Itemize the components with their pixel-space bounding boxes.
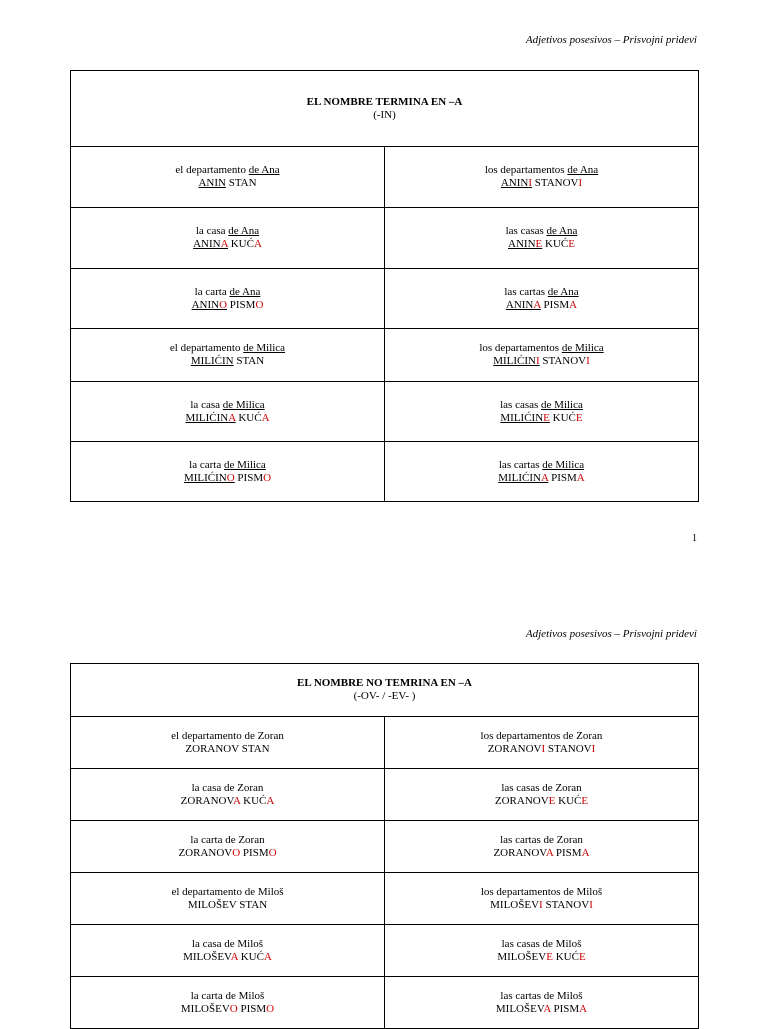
serbian-phrase [75,472,380,485]
table-row [71,769,699,821]
serbian-phrase [75,1003,380,1016]
page-header: Adjetivos posesivos – Prisvojni pridevi [525,34,697,46]
possessive-stem: MILIĆIN [500,411,544,424]
table-title-cell [71,664,699,717]
spanish-noun: los departamentos de Zoran [480,729,603,742]
serbian-noun: PISM [240,846,269,859]
spanish-phrase [389,459,694,472]
serbian-phrase [75,299,380,312]
possessive-adjective [181,795,241,807]
plural-cell [385,269,699,329]
spanish-owner: de Ana [228,225,260,237]
singular-cell [71,208,385,269]
spanish-noun: el departamento de Zoran [171,729,284,742]
possessive-adjective [493,355,539,367]
spanish-noun: las casas de Miloš [501,937,582,950]
table-title: EL NOMBRE TERMINA EN –A [306,95,463,108]
serbian-phrase [389,355,694,368]
spanish-noun: los departamentos [479,342,562,354]
page-number: 1 [692,533,697,544]
serbian-noun: KUĆ [227,238,254,250]
serbian-phrase [389,472,694,485]
serbian-noun: STAN [225,177,257,189]
table-row [71,382,699,442]
spanish-noun: la carta [194,285,230,298]
serbian-phrase [75,412,380,425]
spanish-noun: la casa [190,398,223,411]
serbian-noun: KUĆ [235,411,262,424]
possessive-adjective [490,899,543,911]
serbian-noun: STANOV [539,355,587,367]
serbian-phrase [389,1003,694,1016]
possessive-adjective [184,472,235,484]
spanish-phrase [75,782,380,795]
spanish-noun: el departamento [169,342,244,354]
spanish-noun: las casas de Zoran [501,781,582,794]
serbian-phrase [75,899,380,912]
possessive-adjective [185,412,235,424]
serbian-noun: KUĆ [237,950,264,963]
serbian-phrase [75,951,380,964]
possessive-ending: E [535,238,543,250]
possessive-stem: MILOŠEV [180,1002,230,1015]
serbian-phrase [389,299,694,312]
possessive-adjective [181,1003,238,1015]
possessive-ending: E [548,794,556,807]
serbian-phrase [75,847,380,860]
possessive-adjective [493,847,553,859]
spanish-phrase [75,399,380,412]
possessive-adjective [498,472,548,484]
serbian-phrase [75,795,380,808]
serbian-phrase [75,355,380,368]
spanish-noun: las casas [500,398,542,411]
spanish-phrase [389,834,694,847]
spanish-phrase [75,834,380,847]
singular-cell [71,382,385,442]
noun-ending: A [253,238,262,250]
plural-cell [385,873,699,925]
singular-cell [71,442,385,502]
spanish-noun: los departamentos [484,164,568,176]
plural-cell [385,717,699,769]
spanish-phrase [389,225,694,238]
serbian-noun: STANOV [532,177,579,189]
spanish-owner: de Ana [248,164,280,176]
serbian-noun: PISM [540,298,570,311]
spanish-owner: de Milica [561,342,604,354]
spanish-noun: la casa [195,225,229,237]
possessive-stem: ANIN [193,238,221,250]
table-row [71,442,699,502]
possessive-adjective [185,743,239,755]
serbian-noun: PISM [550,1002,580,1015]
spanish-owner: de Milica [541,398,583,411]
serbian-noun: KUĆ [542,238,569,250]
possessive-table-in [70,70,699,502]
noun-ending: A [579,1002,588,1015]
spanish-owner: de Ana [547,285,579,298]
serbian-noun: PISM [234,471,264,484]
possessive-adjective [497,951,553,963]
noun-ending: O [263,471,272,484]
spanish-owner: de Ana [229,285,261,298]
possessive-stem: MILIĆIN [493,355,536,367]
possessive-stem: ZORANOV [493,846,546,859]
spanish-phrase [389,286,694,299]
serbian-phrase [389,847,694,860]
table-row [71,821,699,873]
possessive-ending: A [233,794,241,807]
serbian-noun: KUĆ [555,794,582,807]
serbian-noun: KUĆ [240,794,267,807]
possessive-adjective [508,238,542,250]
noun-ending: E [575,411,583,424]
spanish-noun: la carta de Zoran [190,833,265,846]
spanish-owner: de Milica [222,398,265,411]
spanish-phrase [75,730,380,743]
possessive-stem: ANIN [198,177,226,189]
noun-ending: A [569,298,578,311]
spanish-phrase [75,938,380,951]
spanish-noun: la carta [189,458,224,471]
serbian-phrase [75,177,380,190]
possessive-ending: E [546,950,553,963]
spanish-phrase [389,886,694,899]
singular-cell [71,873,385,925]
possessive-ending: A [545,846,554,859]
possessive-stem: MILOŠEV [497,950,547,963]
spanish-phrase [389,342,694,355]
serbian-phrase [389,795,694,808]
possessive-stem: ZORANOV [487,742,542,755]
spanish-phrase [75,886,380,899]
serbian-noun: STAN [236,898,268,911]
spanish-noun: las cartas [504,285,548,298]
noun-ending: A [263,950,272,963]
serbian-phrase [389,412,694,425]
possessive-stem: ANIN [508,238,536,250]
plural-cell [385,442,699,502]
spanish-noun: la casa de Zoran [191,781,264,794]
plural-cell [385,925,699,977]
serbian-noun: PISM [553,846,582,859]
possessive-ending: A [220,238,228,250]
serbian-phrase [75,238,380,251]
possessive-stem: MILOŠEV [183,950,231,963]
possessive-adjective [506,299,541,311]
spanish-noun: el departamento [175,164,249,176]
singular-cell [71,717,385,769]
possessive-adjective [198,177,226,189]
spanish-owner: de Ana [546,225,578,237]
possessive-stem: ANIN [191,298,220,311]
spanish-noun: las cartas de Zoran [500,833,583,846]
singular-cell [71,329,385,382]
noun-ending: I [591,742,596,755]
serbian-noun: STAN [238,742,270,755]
spanish-noun: los departamentos de Miloš [480,885,603,898]
possessive-table-ov-ev [70,663,699,1029]
spanish-owner: de Milica [542,458,585,471]
table-row [71,925,699,977]
table-row [71,717,699,769]
serbian-phrase [389,951,694,964]
noun-ending: E [568,238,575,250]
serbian-noun: KUĆ [552,950,579,963]
spanish-phrase [75,286,380,299]
spanish-phrase [389,782,694,795]
possessive-ending: A [533,298,541,311]
spanish-noun: la carta de Miloš [190,989,265,1002]
possessive-adjective [496,1003,551,1015]
possessive-ending: O [226,471,235,484]
possessive-stem: ZORANOV [494,794,549,807]
possessive-ending: I [535,355,540,367]
possessive-adjective [193,238,228,250]
serbian-noun: STAN [233,355,265,367]
possessive-adjective [178,847,240,859]
possessive-adjective [192,299,227,311]
plural-cell [385,208,699,269]
serbian-phrase [389,238,694,251]
table-row [71,269,699,329]
table-title-cell [71,71,699,147]
possessive-stem: MILIĆIN [183,471,227,484]
possessive-stem: ANIN [500,177,529,189]
possessive-ending: O [229,1002,238,1015]
spanish-owner: de Milica [243,342,286,354]
spanish-phrase [75,459,380,472]
serbian-phrase [389,177,694,190]
possessive-stem: ZORANOV [178,846,233,859]
possessive-stem: MILOŠEV [187,898,237,911]
possessive-stem: ZORANOV [185,742,239,755]
plural-cell [385,977,699,1029]
spanish-phrase [389,164,694,177]
plural-cell [385,769,699,821]
table-row [71,208,699,269]
noun-ending: A [581,846,590,859]
spanish-noun: la casa de Miloš [191,937,264,950]
serbian-noun: KUĆ [549,411,576,424]
spanish-noun: las cartas [498,458,543,471]
spanish-phrase [389,938,694,951]
spanish-noun: las casas [505,225,547,237]
spanish-phrase [75,164,380,177]
possessive-stem: MILIĆIN [190,355,234,367]
possessive-stem: MILOŠEV [490,898,540,911]
spanish-noun: las cartas de Miloš [500,989,583,1002]
serbian-noun: STANOV [542,898,590,911]
table-row [71,977,699,1029]
possessive-ending: E [543,411,550,424]
noun-ending: E [581,794,589,807]
spanish-owner: de Ana [567,164,599,176]
possessive-ending: O [219,298,228,311]
possessive-stem: ANIN [505,298,534,311]
serbian-noun: STANOV [545,742,592,755]
possessive-ending: A [230,950,238,963]
table-row [71,873,699,925]
plural-cell [385,147,699,208]
possessive-adjective [191,355,234,367]
possessive-stem: MILOŠEV [495,1002,544,1015]
possessive-ending: A [228,411,236,424]
possessive-stem: MILIĆIN [498,471,542,484]
serbian-phrase [75,743,380,756]
noun-ending: I [586,355,590,367]
table-title: EL NOMBRE NO TEMRINA EN –A [297,677,472,689]
noun-ending: I [578,177,583,189]
serbian-noun: PISM [237,1002,267,1015]
possessive-adjective [500,412,550,424]
spanish-phrase [75,225,380,238]
spanish-phrase [75,342,380,355]
spanish-phrase [75,990,380,1003]
noun-ending: A [576,471,585,484]
singular-cell [71,925,385,977]
possessive-stem: MILIĆIN [185,411,229,424]
noun-ending: O [255,298,264,311]
serbian-noun: PISM [227,298,256,311]
page-header: Adjetivos posesivos – Prisvojni pridevi [525,628,697,640]
singular-cell [71,147,385,208]
noun-ending: A [266,794,275,807]
serbian-phrase [389,899,694,912]
possessive-adjective [188,899,237,911]
noun-ending: A [261,411,270,424]
table-subtitle: (-IN) [373,108,396,121]
possessive-ending: A [543,1002,551,1015]
table-title-row [71,664,699,717]
possessive-adjective [495,795,556,807]
spanish-phrase [389,990,694,1003]
noun-ending: O [268,846,277,859]
plural-cell [385,821,699,873]
serbian-noun: PISM [548,471,577,484]
possessive-ending: I [539,898,543,911]
noun-ending: O [266,1002,275,1015]
table-row [71,329,699,382]
possessive-ending: I [541,742,546,755]
singular-cell [71,769,385,821]
noun-ending: E [578,950,586,963]
noun-ending: I [589,898,593,911]
singular-cell [71,269,385,329]
spanish-owner: de Milica [223,458,266,471]
singular-cell [71,977,385,1029]
possessive-ending: A [541,471,549,484]
possessive-adjective [183,951,238,963]
plural-cell [385,329,699,382]
possessive-adjective [488,743,545,755]
singular-cell [71,821,385,873]
plural-cell [385,382,699,442]
possessive-ending: O [232,846,241,859]
spanish-phrase [389,399,694,412]
possessive-ending: I [528,177,532,189]
possessive-adjective [501,177,532,189]
table-row [71,147,699,208]
table-title-row [71,71,699,147]
serbian-phrase [389,743,694,756]
spanish-noun: el departamento de Miloš [171,885,284,898]
table-subtitle: (-OV- / -EV- ) [353,690,416,702]
spanish-phrase [389,730,694,743]
possessive-stem: ZORANOV [180,794,234,807]
